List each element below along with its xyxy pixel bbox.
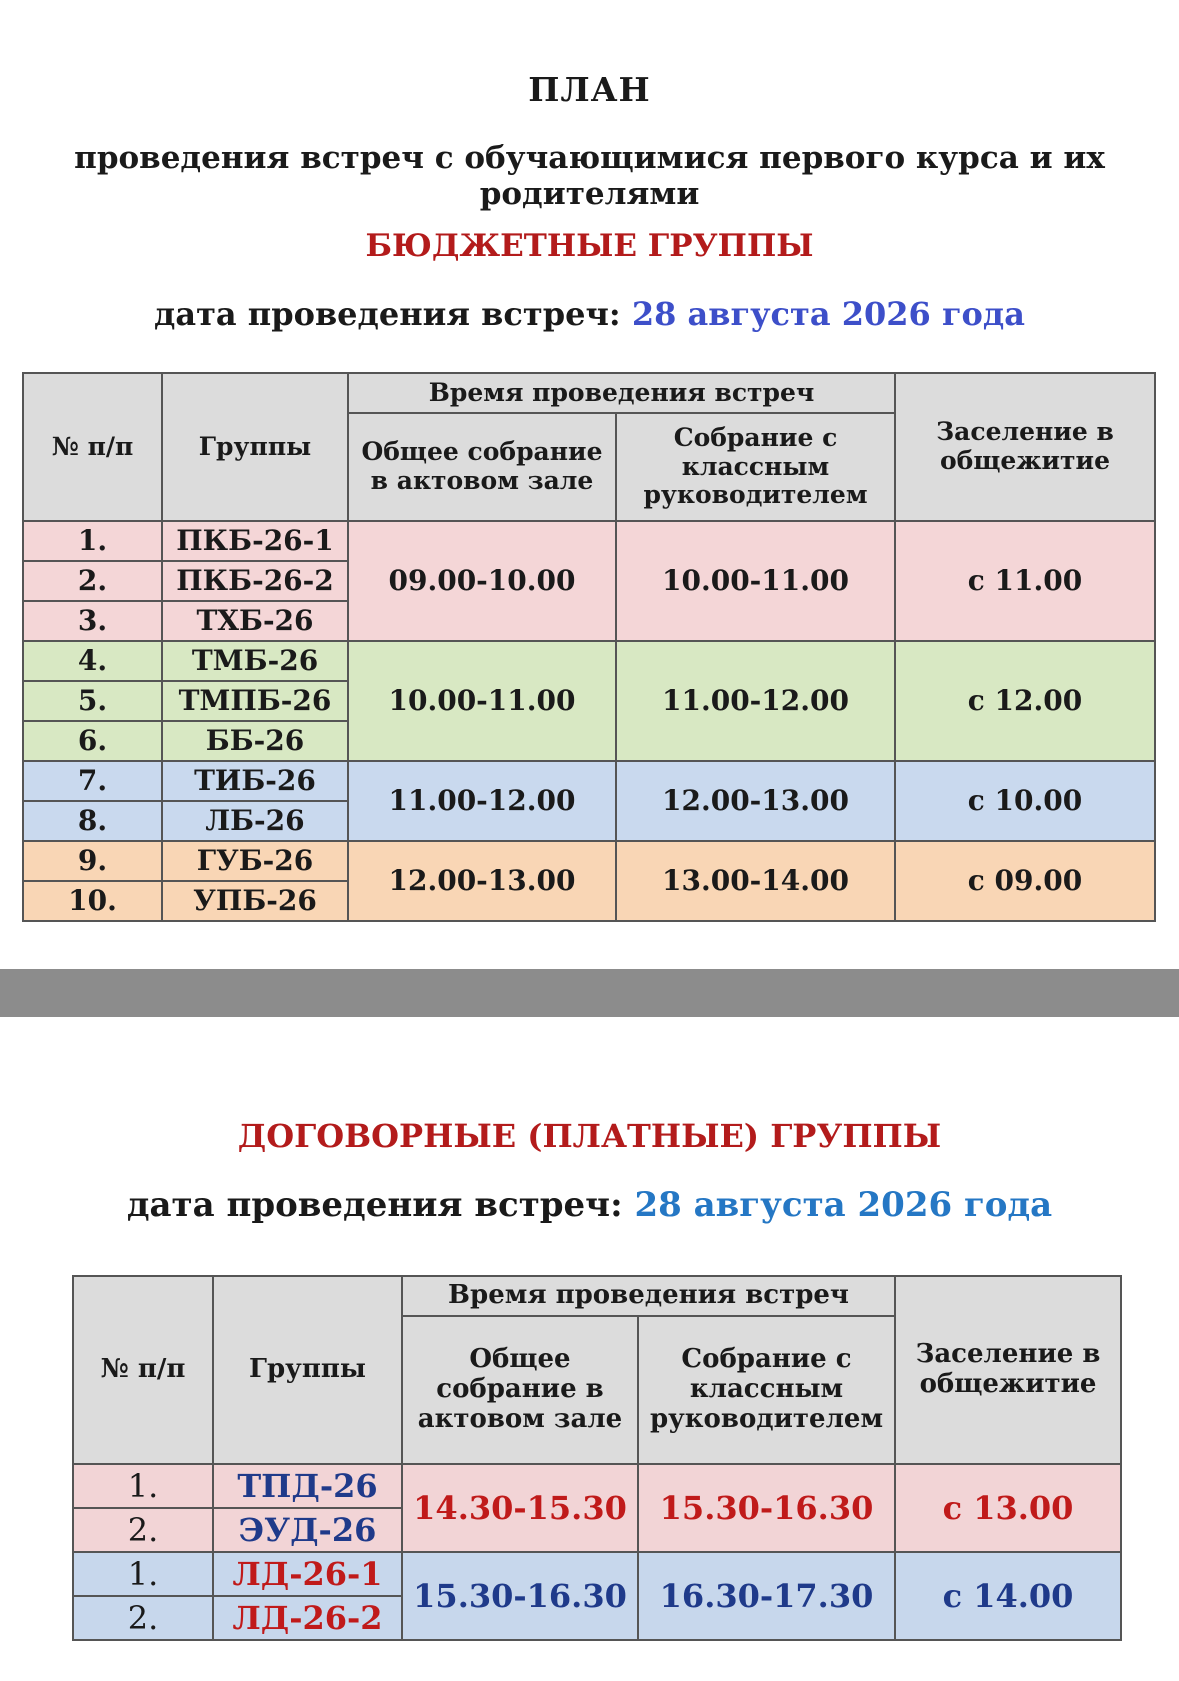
dormitory-time: с 13.00: [895, 1464, 1121, 1552]
general-meeting-time: 12.00-13.00: [348, 841, 616, 921]
budget-section-heading: БЮДЖЕТНЫЕ ГРУППЫ: [365, 228, 814, 264]
row-num: 2.: [73, 1596, 213, 1640]
row-num: 1.: [23, 521, 162, 561]
row-group: ТПД-26: [213, 1464, 402, 1508]
row-num: 6.: [23, 721, 162, 761]
header-num: № п/п: [73, 1276, 213, 1464]
class-meeting-time: 15.30-16.30: [638, 1464, 895, 1552]
row-num: 5.: [23, 681, 162, 721]
contract-schedule-table: [72, 1275, 1122, 1641]
row-num: 9.: [23, 841, 162, 881]
row-group: ПКБ-26-2: [162, 561, 348, 601]
header-dormitory: Заселение в общежитие: [895, 1276, 1121, 1464]
row-num: 3.: [23, 601, 162, 641]
general-meeting-time: 15.30-16.30: [402, 1552, 638, 1640]
page-title: ПЛАН: [528, 70, 651, 109]
class-meeting-time: 10.00-11.00: [616, 521, 895, 641]
row-group: ЭУД-26: [213, 1508, 402, 1552]
header-groups: Группы: [162, 373, 348, 521]
row-num: 2.: [23, 561, 162, 601]
general-meeting-time: 11.00-12.00: [348, 761, 616, 841]
row-group: ЛБ-26: [162, 801, 348, 841]
header-groups: Группы: [213, 1276, 402, 1464]
dormitory-time: с 10.00: [895, 761, 1155, 841]
dormitory-time: с 09.00: [895, 841, 1155, 921]
row-group: ТМБ-26: [162, 641, 348, 681]
budget-date-line: [0, 295, 1179, 333]
header-dormitory: Заселение в общежитие: [895, 373, 1155, 521]
class-meeting-time: 12.00-13.00: [616, 761, 895, 841]
class-meeting-time: 13.00-14.00: [616, 841, 895, 921]
header-num: № п/п: [23, 373, 162, 521]
row-group: ЛД-26-1: [213, 1552, 402, 1596]
row-num: 8.: [23, 801, 162, 841]
budget-schedule-table: [22, 372, 1156, 922]
budget-date-value: 28 августа 2026 года: [631, 295, 1025, 333]
row-group: ПКБ-26-1: [162, 521, 348, 561]
header-meeting-time: Время проведения встреч: [402, 1276, 895, 1316]
dormitory-time: с 12.00: [895, 641, 1155, 761]
contract-date-label: дата проведения встреч:: [126, 1185, 623, 1225]
dormitory-time: с 11.00: [895, 521, 1155, 641]
general-meeting-time: 10.00-11.00: [348, 641, 616, 761]
row-group: ТХБ-26: [162, 601, 348, 641]
class-meeting-time: 11.00-12.00: [616, 641, 895, 761]
row-group: ГУБ-26: [162, 841, 348, 881]
row-num: 10.: [23, 881, 162, 921]
budget-date-label: дата проведения встреч:: [154, 295, 621, 333]
contract-section-heading: ДОГОВОРНЫЕ (ПЛАТНЫЕ) ГРУППЫ: [237, 1117, 942, 1155]
row-num: 1.: [73, 1464, 213, 1508]
header-meeting-time: Время проведения встреч: [348, 373, 895, 413]
row-num: 2.: [73, 1508, 213, 1552]
dormitory-time: с 14.00: [895, 1552, 1121, 1640]
row-group: ТИБ-26: [162, 761, 348, 801]
contract-date-value: 28 августа 2026 года: [634, 1185, 1053, 1225]
row-num: 7.: [23, 761, 162, 801]
general-meeting-time: 09.00-10.00: [348, 521, 616, 641]
page-subtitle: проведения встреч с обучающимися первого курса и их родителями: [74, 140, 1105, 212]
row-num: 1.: [73, 1552, 213, 1596]
class-meeting-time: 16.30-17.30: [638, 1552, 895, 1640]
contract-date-line: [0, 1185, 1179, 1225]
row-group: ЛД-26-2: [213, 1596, 402, 1640]
header-general-meeting: Общее собрание в актовом зале: [402, 1316, 638, 1464]
row-num: 4.: [23, 641, 162, 681]
header-class-meeting: Собрание с классным руководителем: [616, 413, 895, 521]
row-group: ББ-26: [162, 721, 348, 761]
general-meeting-time: 14.30-15.30: [402, 1464, 638, 1552]
row-group: ТМПБ-26: [162, 681, 348, 721]
row-group: УПБ-26: [162, 881, 348, 921]
separator-band: [0, 969, 1179, 1017]
header-class-meeting: Собрание с классным руководителем: [638, 1316, 895, 1464]
header-general-meeting: Общее собрание в актовом зале: [348, 413, 616, 521]
